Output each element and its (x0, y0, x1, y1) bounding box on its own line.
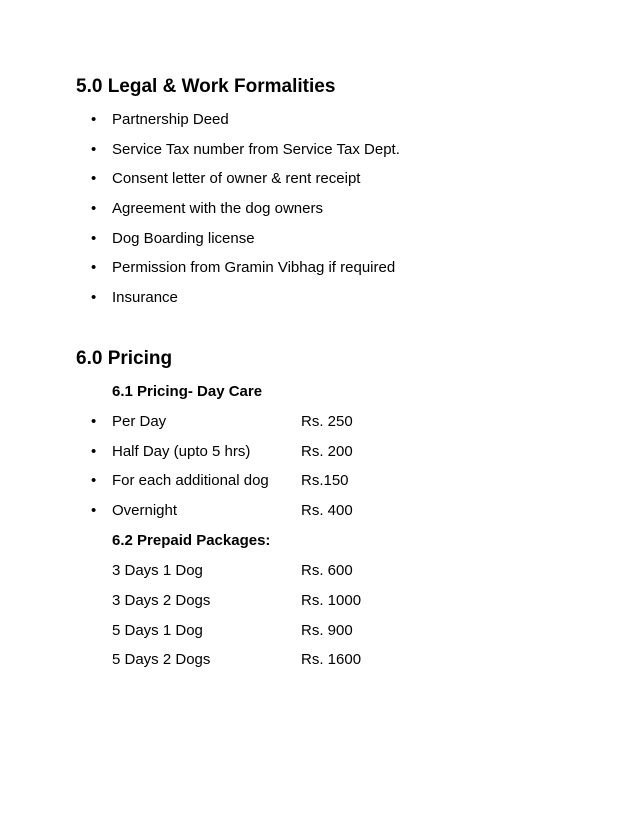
price-row (0, 412, 638, 432)
bullet-icon: • (91, 289, 97, 306)
price-row (0, 501, 638, 521)
section-heading-legal: 5.0 Legal & Work Formalities (76, 76, 336, 97)
package-row-value: Rs. 900 (301, 622, 353, 639)
price-row-label: Half Day (upto 5 hrs) (112, 443, 251, 460)
bullet-icon: • (91, 502, 97, 519)
package-row-label: 5 Days 1 Dog (112, 622, 203, 639)
bullet-icon: • (91, 141, 97, 158)
list-item (0, 110, 638, 130)
subsection-heading-daycare (0, 382, 638, 402)
package-row (0, 621, 638, 641)
list-item-text: Service Tax number from Service Tax Dept. (112, 141, 400, 158)
bullet-icon: • (91, 200, 97, 217)
package-row (0, 591, 638, 611)
section-heading-pricing: 6.0 Pricing (76, 348, 173, 369)
package-row-value: Rs. 1000 (301, 592, 362, 609)
list-item (0, 140, 638, 160)
bullet-icon: • (91, 443, 97, 460)
list-item-text: Agreement with the dog owners (112, 200, 323, 217)
list-item-text: Partnership Deed (112, 111, 229, 128)
subsection-heading-text: 6.2 Prepaid Packages: (112, 532, 271, 549)
list-item (0, 258, 638, 278)
bullet-icon: • (91, 472, 97, 489)
list-item (0, 229, 638, 249)
list-item (0, 169, 638, 189)
bullet-icon: • (91, 230, 97, 247)
price-row-value: Rs. 400 (301, 502, 353, 519)
price-row-value: Rs. 250 (301, 413, 353, 430)
package-row-value: Rs. 600 (301, 562, 353, 579)
subsection-heading-text: 6.1 Pricing- Day Care (112, 383, 263, 400)
list-item-text: Permission from Gramin Vibhag if required (112, 259, 396, 276)
price-row-value: Rs.150 (301, 472, 349, 489)
package-row-value: Rs. 1600 (301, 651, 362, 668)
list-item-text: Consent letter of owner & rent receipt (112, 170, 361, 187)
list-item (0, 199, 638, 219)
bullet-icon: • (91, 170, 97, 187)
package-row (0, 561, 638, 581)
package-row-label: 3 Days 2 Dogs (112, 592, 211, 609)
price-row-label: For each additional dog (112, 472, 269, 489)
bullet-icon: • (91, 111, 97, 128)
bullet-icon: • (91, 259, 97, 276)
price-row-label: Per Day (112, 413, 167, 430)
list-item-text: Insurance (112, 289, 178, 306)
price-row-label: Overnight (112, 502, 178, 519)
price-row-value: Rs. 200 (301, 443, 353, 460)
package-row-label: 3 Days 1 Dog (112, 562, 203, 579)
price-row (0, 471, 638, 491)
list-item (0, 288, 638, 308)
package-row-label: 5 Days 2 Dogs (112, 651, 211, 668)
list-item-text: Dog Boarding license (112, 230, 255, 247)
price-row (0, 442, 638, 462)
bullet-icon: • (91, 413, 97, 430)
package-row (0, 650, 638, 670)
subsection-heading-packages (0, 531, 638, 551)
